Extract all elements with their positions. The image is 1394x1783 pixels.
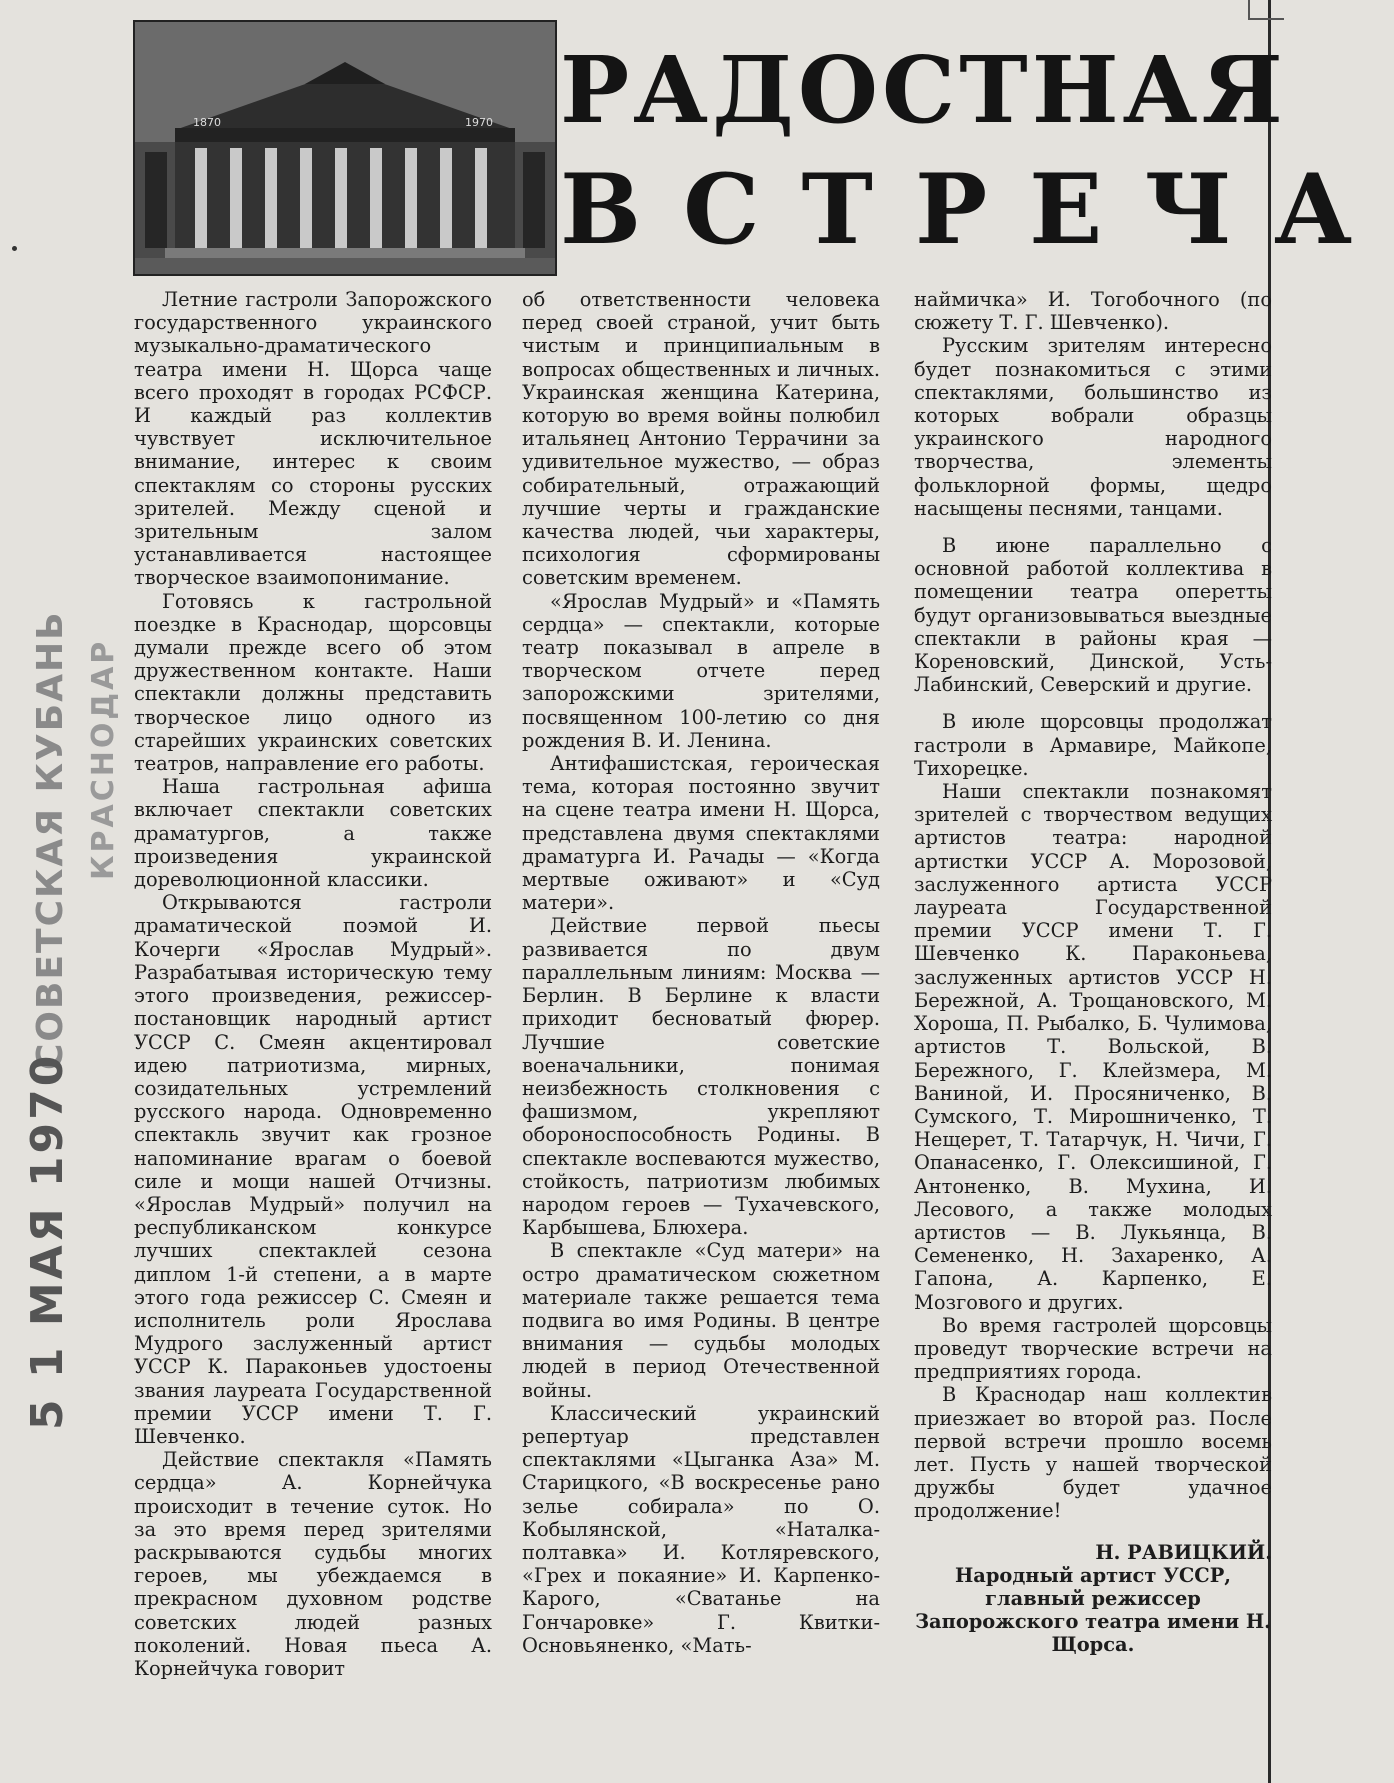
- paragraph: Летние гастроли Запорожского государственного украинского музыкально-драматического театра имени Н. Щорса чаще всего проходят в городах РСФСР. И каждый раз коллектив чувствует исключительное внимание, интерес к своим спектаклям со стороны русских зрителей. Между сценой и зрительным залом устанавливается настоящее творческое взаимопонимание.: [134, 288, 492, 590]
- headline-line-1: РАДОСТНАЯ: [560, 36, 1287, 144]
- date-stamp: 5 1 МАЯ 1970: [22, 1052, 73, 1430]
- paragraph: Русским зрителям интересно будет познакомиться с этими спектаклями, большинство из которых вобрали образцы украинского народного творчества, элементы фольклорной формы, щедро насыщены песнями, танцами.: [914, 334, 1272, 520]
- paragraph: Во время гастролей щорсовцы проведут творческие встречи на предприятиях города.: [914, 1313, 1272, 1384]
- theatre-building-illustration: [135, 22, 555, 274]
- paragraph: наймичка» И. Тогобочного (по сюжету Т. Г. Шевченко).: [914, 288, 1272, 335]
- paragraph: Готовясь к гастрольной поездке в Краснодар, щорсовцы думали прежде всего об этом дружественном контакте. Наши спектакли должны представить творческое лицо одного из старейших украинских советских театров, направление его работы.: [134, 589, 492, 776]
- photo-year-left: 1870: [193, 116, 221, 129]
- paragraph: Наши спектакли познакомят зрителей с творчеством ведущих артистов театра: народной артистки УССР А. Морозовой, заслуженного артиста УССР лауреата Государственной премии УССР имени Т. Г. Шевченко К. Параконьева, заслуженных артистов УССР Н. Бережной, А. Трощановского, М. Хороша, П. Рыбалко, Б. Чулимова, артистов Т. Вольской, В. Бережного, Г. Клейзмера, М. Ваниной, И. Просяниченко, В. Сумского, Т. Мирошниченко, Т. Нещерет, Т. Татарчук, Н. Чичи, Г. Опанасенко, Г. Олексишиной, Г. Антоненко, В. Мухина, И. Лесового, а также молодых артистов — В. Лукьянца, В. Семененко, Н. Захаренко, А. Гапона, А. Карпенко, Е. Мозгового и других.: [914, 780, 1272, 1314]
- paragraph: В спектакле «Суд матери» на остро драматическом сюжетном материале также решается тема подвига во имя Родины. В центре внимания — судьбы молодых людей в период Отечественной войны.: [522, 1239, 880, 1402]
- paragraph: В июне параллельно с основной работой коллектива в помещении театра оперетты будут организовываться выездные спектакли в районы края — Кореновский, Динской, Усть-Лабинский, Северский и другие.: [914, 534, 1272, 697]
- author-name: Н. РАВИЦКИЙ.: [1095, 1540, 1272, 1564]
- paragraph: Наша гастрольная афиша включает спектакли советских драматургов, а также произведения украинской дореволюционной классики.: [134, 775, 492, 892]
- author-signature: [914, 1541, 1272, 1657]
- paragraph: В Краснодар наш коллектив приезжает во второй раз. После первой встречи прошло восемь лет. Пусть у нашей творческой дружбы будет удачное продолжение!: [914, 1383, 1272, 1523]
- article-column-2: [522, 288, 880, 1657]
- newspaper-name-stamp: СОВЕТСКАЯ КУБАНЬ: [30, 610, 71, 1070]
- headline-line-2: ВСТРЕЧА: [560, 153, 1394, 266]
- paragraph: «Ярослав Мудрый» и «Память сердца» — спектакли, которые театр показывал в апреле в творческом отчете перед запорожскими зрителями, посвященном 100-летию со дня рождения В. И. Ленина.: [522, 589, 880, 752]
- paragraph: Действие первой пьесы развивается по двум параллельным линиям: Москва — Берлин. В Берлине к власти приходит бесноватый фюрер. Лучшие советские военачальники, понимая неизбежность столкновения с фашизмом, укрепляют обороноспособность Родины. В спектакле воспеваются мужество, стойкость, патриотизм любимых народом героев — Тухачевского, Карбышева, Блюхера.: [522, 914, 880, 1240]
- photo-year-right: 1970: [465, 116, 493, 129]
- paper-speck: [12, 246, 17, 251]
- paragraph: В июле щорсовцы продолжат гастроли в Армавире, Майкопе, Тихорецке.: [914, 710, 1272, 780]
- clipping-corner: [1248, 0, 1284, 20]
- article-column-3: [914, 288, 1272, 1657]
- theatre-photo: [133, 20, 557, 276]
- author-role: Народный артист УССР, главный режиссер Запорожского театра имени Н. Щорса.: [915, 1563, 1271, 1657]
- paragraph: Антифашистская, героическая тема, которая постоянно звучит на сцене театра имени Н. Щорса, представлена двумя спектаклями драматурга И. Рачады — «Когда мертвые оживают» и «Суд матери».: [522, 752, 880, 915]
- paragraph: Классический украинский репертуар представлен спектаклями «Цыганка Аза» М. Старицкого, «В воскресенье рано зелье собирала» по О. Кобылянской, «Наталка-полтавка» И. Котляревского, «Грех и покаяние» И. Карпенко-Карого, «Сватанье на Гончаровке» Г. Квитки-Основьяненко, «Мать-: [522, 1401, 880, 1657]
- article-column-1: [134, 288, 492, 1680]
- paragraph: об ответственности человека перед своей страной, учит быть чистым и принципиальным в вопросах общественных и личных. Украинская женщина Катерина, которую во время войны полюбил итальянец Антонио Террачини за удивительное мужество, — образ собирательный, отражающий лучшие черты и гражданские качества людей, чьи характеры, психология сформированы советским временем.: [522, 288, 880, 590]
- paragraph: Действие спектакля «Память сердца» А. Корнейчука происходит в течение суток. Но за это время перед зрителями раскрываются судьбы многих героев, мы убеждаемся в прекрасном духовном родстве советских людей разных поколений. Новая пьеса А. Корнейчука говорит: [134, 1448, 492, 1680]
- city-stamp: КРАСНОДАР: [86, 638, 121, 880]
- paragraph: Открываются гастроли драматической поэмой И. Кочерги «Ярослав Мудрый». Разрабатывая историческую тему этого произведения, режиссер-постановщик народный артист УССР С. Смеян акцентировал идею патриотизма, мирных, созидательных устремлений русского народа. Одновременно спектакль звучит как грозное напоминание врагам о боевой силе и мощи нашей Отчизны. «Ярослав Мудрый» получил на республиканском конкурсе лучших спектаклей сезона диплом 1-й степени, а в марте этого года режиссер С. Смеян и исполнитель роли Ярослава Мудрого заслуженный артист УССР К. Параконьев удостоены звания лауреата Государственной премии УССР имени Т. Г. Шевченко.: [134, 891, 492, 1448]
